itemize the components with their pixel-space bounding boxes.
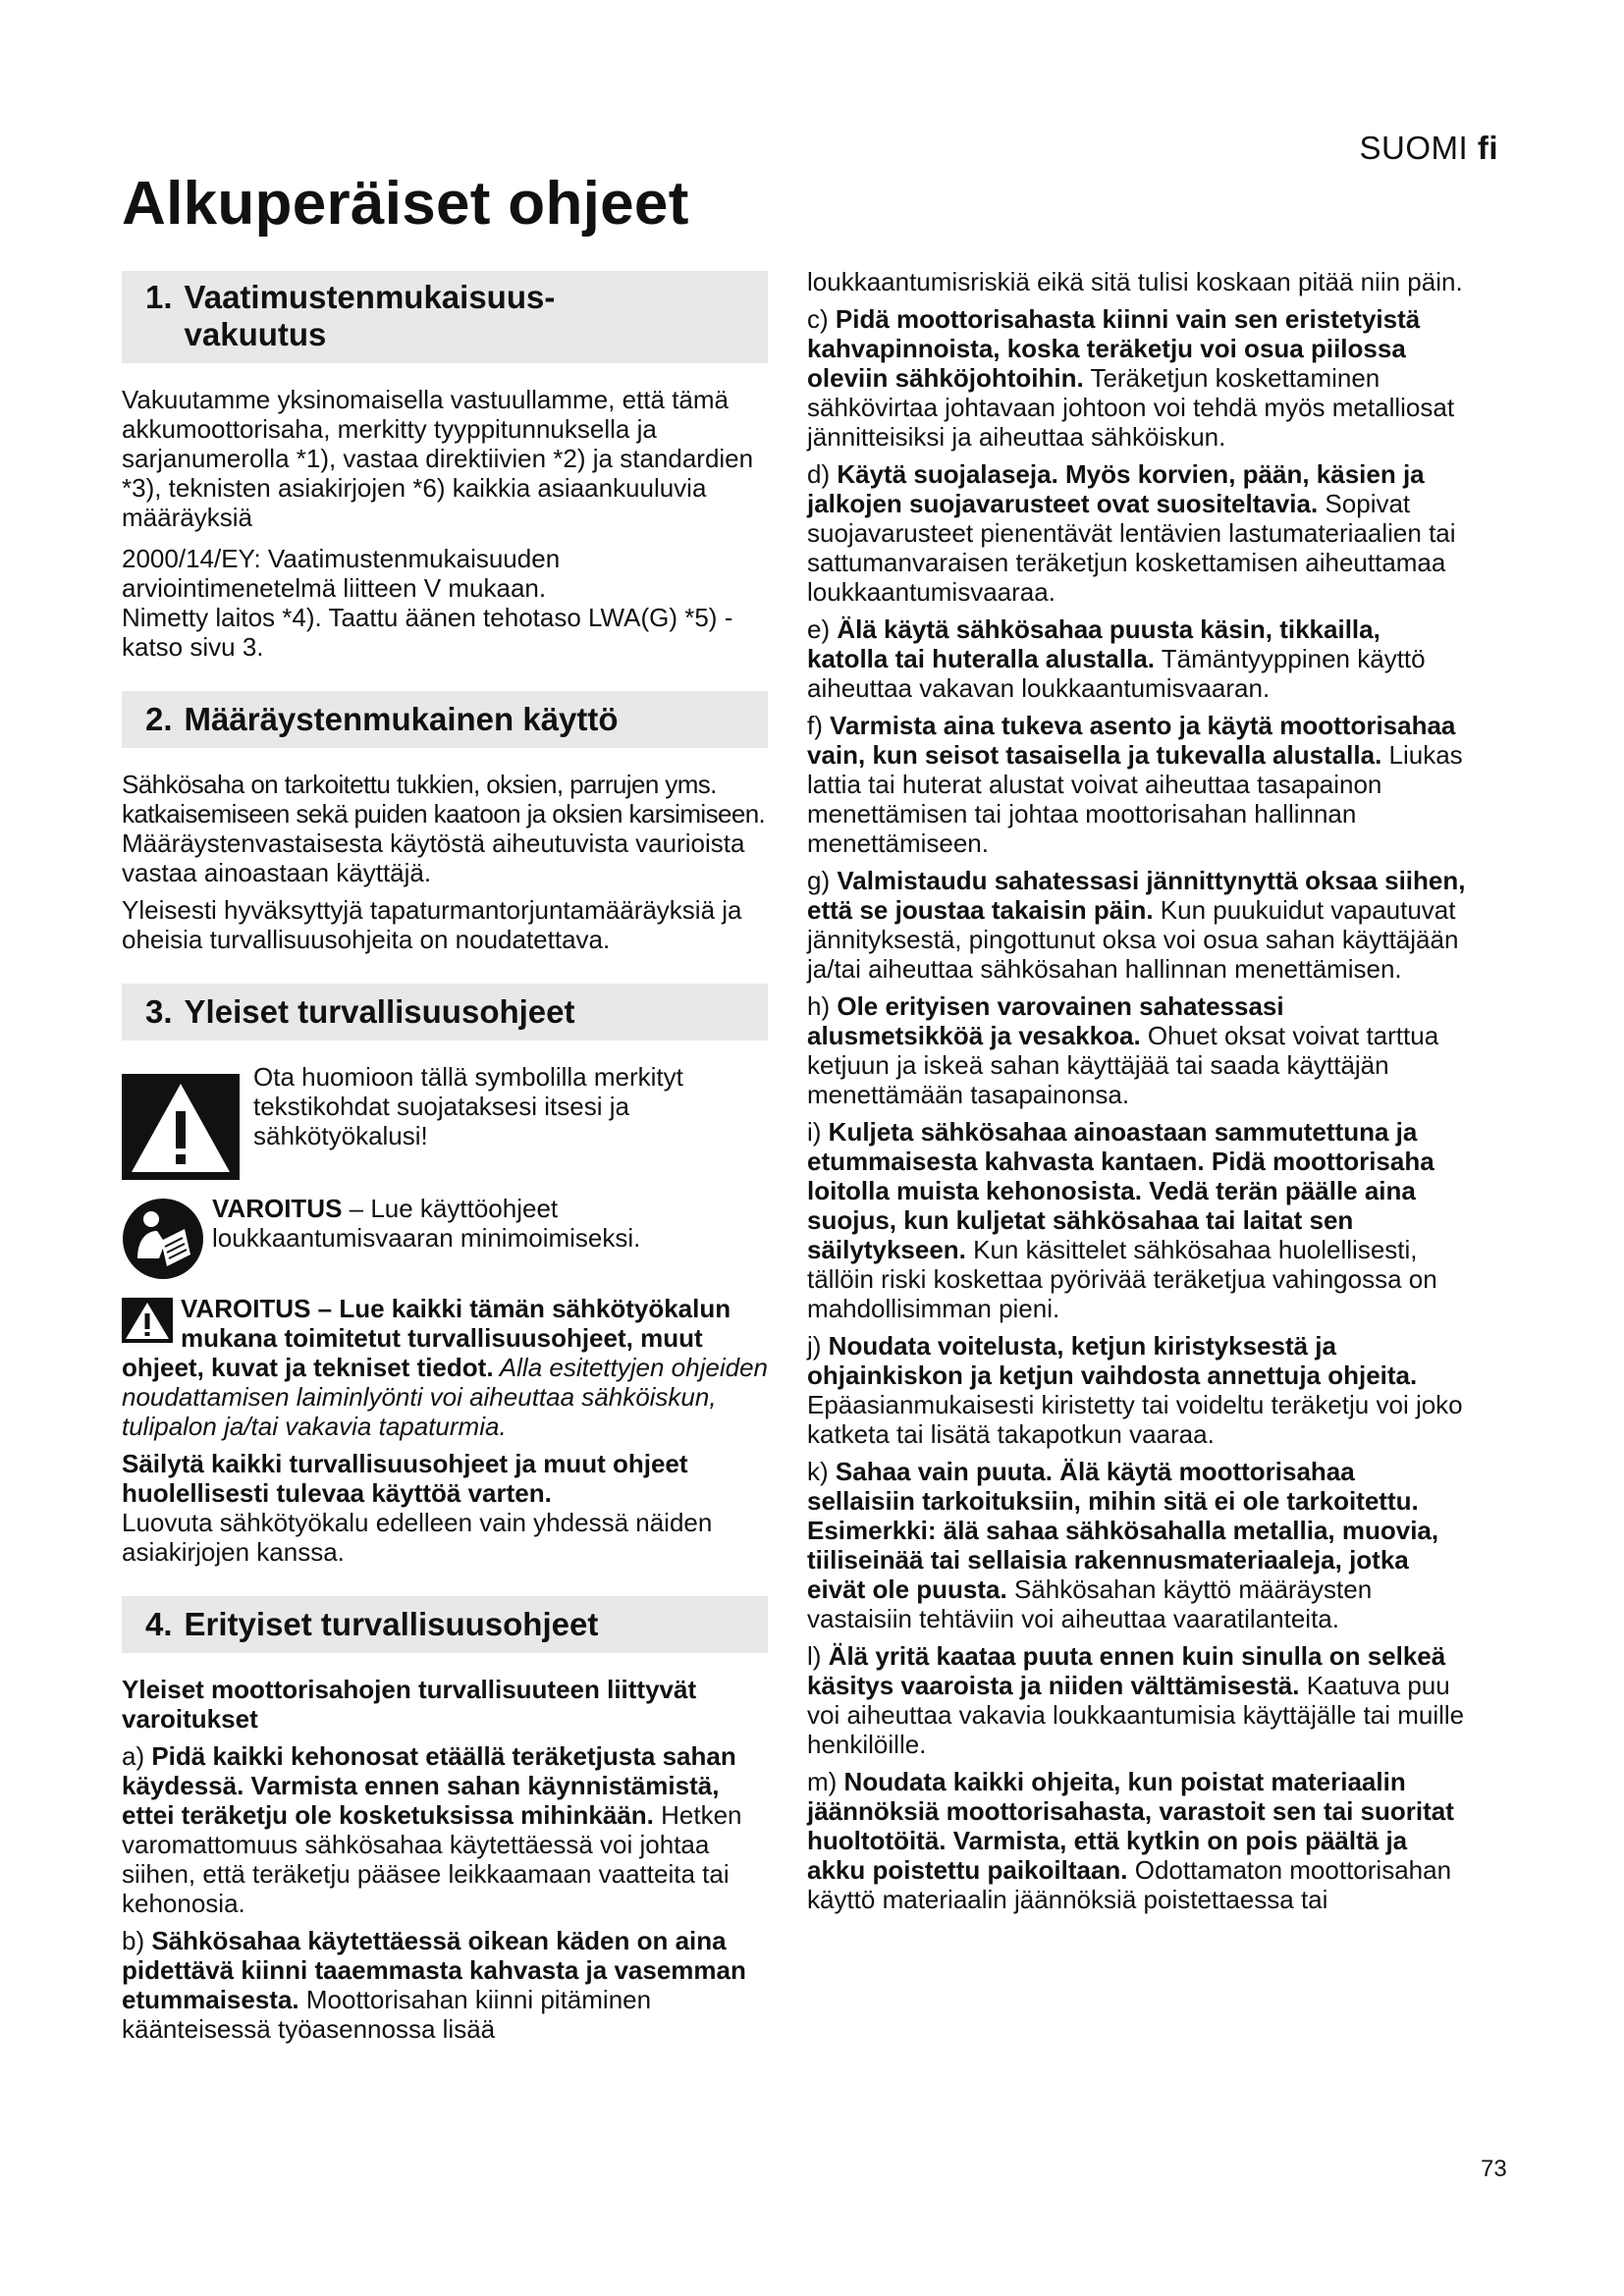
s4-subheading: Yleiset moottorisahojen turvallisuuteen liittyvät varoitukset — [122, 1675, 697, 1734]
keep-instructions-text: Luovuta sähkötyökalu edelleen vain yhdessä näiden asiakirjojen kanssa. — [122, 1508, 713, 1567]
item-c-label: c) — [807, 304, 836, 334]
symbol-explanation — [122, 1062, 768, 1180]
item-e-label: e) — [807, 614, 838, 644]
item-a-text: Hetken varomattomuus sähkösahaa käytettäessä voi johtaa siihen, että teräketju pääsee leikkaamaan vaatteita tai kehonosia. — [122, 1800, 742, 1918]
read-manual-icon — [122, 1198, 204, 1280]
item-f-text: Liukas lattia tai huterat alustat voivat aiheuttaa tasapainon menettämisen tai johtaa moottorisahan hallinnan menettämiseen. — [807, 740, 1463, 858]
section-3-title: Yleiset turvallisuusohjeet — [184, 993, 575, 1030]
language-word: SUOMI — [1359, 130, 1469, 166]
item-k-bold: Sahaa vain puuta. Älä käytä moottorisahaa sellaisiin tarkoituksiin, mihin sitä ei ole tarkoitettu. Esimerkki: älä sahaa sähkösahalla metallia, muovia, tiiliseinää tai sellaisia rakennusmateriaaleja, jotka eivät ole puusta. — [807, 1457, 1439, 1604]
item-l-bold: Älä yritä kaataa puuta ennen kuin sinulla on selkeä käsitys vaaroista ja niiden välttämisestä. — [807, 1641, 1446, 1700]
item-h-label: h) — [807, 991, 838, 1021]
section-3-number: 3. — [145, 993, 173, 1030]
page-title: Alkuperäiset ohjeet — [122, 170, 689, 238]
general-warning-bold: VAROITUS – Lue kaikki tämän sähkötyökalun mukana toimitetut turvallisuusohjeet, muut ohjeet, kuvat ja tekniset tiedot. — [122, 1294, 731, 1382]
item-g-bold: Valmistaudu sahatessasi jännittynyttä oksaa siihen, että se joustaa takaisin päin. — [807, 866, 1466, 925]
item-g-text: Kun puukuidut vapautuvat jännityksestä, pingottunut oksa voi osua sahan käyttäjään ja/tai aiheuttaa sähkösahan hallinnan menettämisen. — [807, 895, 1459, 984]
item-i — [807, 1117, 1467, 1323]
read-manual-row — [122, 1194, 768, 1280]
item-k-label: k) — [807, 1457, 836, 1486]
s2-para-1: Sähkösaha on tarkoitettu tukkien, oksien, parrujen yms. katkaisemiseen sekä puiden kaatoon ja oksien karsimiseen. — [122, 770, 766, 828]
item-b-bold: Sähkösahaa käytettäessä oikean käden on aina pidettävä kiinni taaemmasta kahvasta ja vasemman etummaisesta. — [122, 1926, 746, 2014]
keep-instructions-bold — [122, 1449, 768, 1508]
section-1-title-line1: Vaatimustenmukaisuus- — [184, 279, 556, 315]
item-e-text: Tämäntyyppinen käyttö aiheuttaa vakavan loukkaantumisvaaran. — [807, 644, 1426, 703]
item-f-bold: Varmista aina tukeva asento ja käytä moottorisahaa vain, kun seisot tasaisella ja tukevalla alustalla. — [807, 711, 1456, 770]
section-1-number: 1. — [145, 279, 173, 315]
section-3-heading — [122, 984, 768, 1041]
item-e — [807, 614, 1467, 703]
s2-para-3: Yleisesti hyväksyttyjä tapaturmantorjuntamääräyksiä ja oheisia turvallisuusohjeita on noudatettava. — [122, 895, 742, 954]
read-manual-text — [212, 1194, 768, 1253]
item-h — [807, 991, 1467, 1109]
warning-triangle-icon — [122, 1074, 240, 1180]
s1-para-2: 2000/14/EY: Vaatimustenmukaisuuden arviointimenetelmä liitteen V mukaan. — [122, 544, 561, 603]
section-4-title: Erityiset turvallisuusohjeet — [184, 1606, 599, 1642]
item-i-text: Kun käsittelet sähkösahaa huolellisesti, tällöin riski koskettaa pyörivää teräketjua vahingossa on mahdollisimman pieni. — [807, 1235, 1437, 1323]
item-h-text: Ohuet oksat voivat tarttua ketjuun ja iskeä sahan käyttäjää tai saada käyttäjän menettämään tasapainonsa. — [807, 1021, 1439, 1109]
item-i-bold: Kuljeta sähkösahaa ainoastaan sammutettuna ja etummaisesta kahvasta kantaen. Pidä moottorisaha loitolla muista kehonosista. Vedä terän päälle aina suojus, kun kuljetat sähkösahaa tai laitat sen säilytykseen. — [807, 1117, 1435, 1264]
keep-instructions-bold-text: Säilytä kaikki turvallisuusohjeet ja muut ohjeet huolellisesti tulevaa käyttöä varten. — [122, 1449, 688, 1508]
item-k-text: Sähkösahan käyttö määräysten vastaisiin tehtäviin voi aiheuttaa vaaratilanteita. — [807, 1575, 1373, 1633]
item-k — [807, 1457, 1467, 1633]
item-j — [807, 1331, 1467, 1449]
language-code: fi — [1477, 130, 1498, 166]
s4-item-b — [122, 1926, 768, 2044]
item-j-text: Epäasianmukaisesti kiristetty tai voideltu teräketju voi joko katketa tai lisätä takapotkun vaaraa. — [807, 1390, 1463, 1449]
item-m-text: Odottamaton moottorisahan käyttö materiaalin jäännöksiä poistettaessa tai — [807, 1855, 1452, 1914]
read-manual-instruction: – Lue käyttöohjeet loukkaantumisvaaran minimoimiseksi. — [212, 1194, 641, 1253]
item-e-bold: Älä käytä sähkösahaa puusta käsin, tikkailla, katolla tai huteralla alustalla. — [807, 614, 1380, 673]
item-j-label: j) — [807, 1331, 829, 1361]
item-g — [807, 866, 1467, 984]
item-d-text: Sopivat suojavarusteet pienentävät lentävien lastumateriaalien tai sattumanvaraisen teräketjun koskettamisen aiheuttamaa loukkaantumisvaaraa. — [807, 489, 1456, 607]
item-f — [807, 711, 1467, 858]
item-j-bold: Noudata voitelusta, ketjun kiristyksestä ja ohjainkiskon ja ketjun vaihdosta annettuja ohjeita. — [807, 1331, 1418, 1390]
warning-triangle-small-icon — [122, 1298, 173, 1343]
item-c — [807, 304, 1467, 452]
item-b-label: b) — [122, 1926, 152, 1955]
general-warning-italic: Alla esitettyjen ohjeiden noudattamisen laiminlyönti voi aiheuttaa sähköiskun, tulipalon ja/tai vakavia tapaturmia. — [122, 1353, 768, 1441]
section-4-heading — [122, 1596, 768, 1653]
s2-para-2: Määräystenvastaisesta käytöstä aiheutuvista vaurioista vastaa ainoastaan käyttäjä. — [122, 828, 745, 887]
s4-item-a — [122, 1741, 768, 1918]
symbol-explanation-text: Ota huomioon tällä symbolilla merkityt tekstikohdat suojataksesi itsesi ja sähkötyökalusi! — [253, 1062, 683, 1150]
item-c-text: Teräketjun koskettaminen sähkövirtaa johtavaan johtoon voi tehdä myös metalliosat jännitteisiksi ja aiheuttaa sähköiskun. — [807, 363, 1455, 452]
section-4-number: 4. — [145, 1606, 173, 1642]
item-m-label: m) — [807, 1767, 844, 1796]
right-column — [807, 267, 1467, 1914]
item-d-bold: Käytä suojalaseja. Myös korvien, pään, käsien ja jalkojen suojavarusteet ovat suositeltavia. — [807, 459, 1425, 518]
read-manual-warning-word: VAROITUS — [212, 1194, 343, 1223]
item-a-label: a) — [122, 1741, 152, 1771]
general-warning-block — [122, 1294, 768, 1441]
section-1-heading — [122, 271, 768, 363]
section-1-title — [185, 279, 556, 353]
item-m-bold: Noudata kaikki ohjeita, kun poistat materiaalin jäännöksiä moottorisahasta, varastoit sen tai suoritat huoltotöitä. Varmista, että kytkin on pois päältä ja akku poistettu paikoiltaan. — [807, 1767, 1454, 1885]
section-2-title: Määräystenmukainen käyttö — [184, 701, 619, 737]
section-2-number: 2. — [145, 701, 173, 737]
s1-para-3: Nimetty laitos *4). Taattu äänen tehotaso LWA(G) *5) - katso sivu 3. — [122, 603, 733, 662]
s1-para-1: Vakuutamme yksinomaisella vastuullamme, että tämä akkumoottorisaha, merkitty tyyppitunnuksella ja sarjanumerolla *1), vastaa direktiivien *2) ja standardien *3), teknisten asiakirjojen *6) kaikkia asiaankuuluvia määräyksiä — [122, 385, 754, 532]
section-2-heading — [122, 691, 768, 748]
item-l-text: Kaatuva puu voi aiheuttaa vakavia loukkaantumisia käyttäjälle tai muille henkilöille. — [807, 1671, 1465, 1759]
left-column — [122, 267, 768, 2052]
page-number: 73 — [1481, 2156, 1507, 2182]
item-l-label: l) — [807, 1641, 829, 1671]
item-c-bold: Pidä moottorisahasta kiinni vain sen eristetyistä kahvapinnoista, koska teräketju voi osua piilossa oleviin sähköjohtoihin. — [807, 304, 1421, 393]
item-m — [807, 1767, 1467, 1914]
item-a-bold: Pidä kaikki kehonosat etäällä teräketjusta sahan käydessä. Varmista ennen sahan käynnistämistä, ettei teräketju ole kosketuksissa mihinkään. — [122, 1741, 736, 1830]
item-h-bold: Ole erityisen varovainen sahatessasi alusmetsikköä ja vesakkoa. — [807, 991, 1284, 1050]
section-1-title-line2: vakuutus — [184, 316, 327, 352]
item-d — [807, 459, 1467, 607]
item-l — [807, 1641, 1467, 1759]
item-b-text: Moottorisahan kiinni pitäminen käänteisessä työasennossa lisää — [122, 1985, 652, 2044]
item-b-continued: loukkaantumisriskiä eikä sitä tulisi koskaan pitää niin päin. — [807, 267, 1463, 296]
language-label — [1359, 130, 1498, 167]
item-g-label: g) — [807, 866, 838, 895]
item-d-label: d) — [807, 459, 838, 489]
item-i-label: i) — [807, 1117, 829, 1147]
item-f-label: f) — [807, 711, 831, 740]
